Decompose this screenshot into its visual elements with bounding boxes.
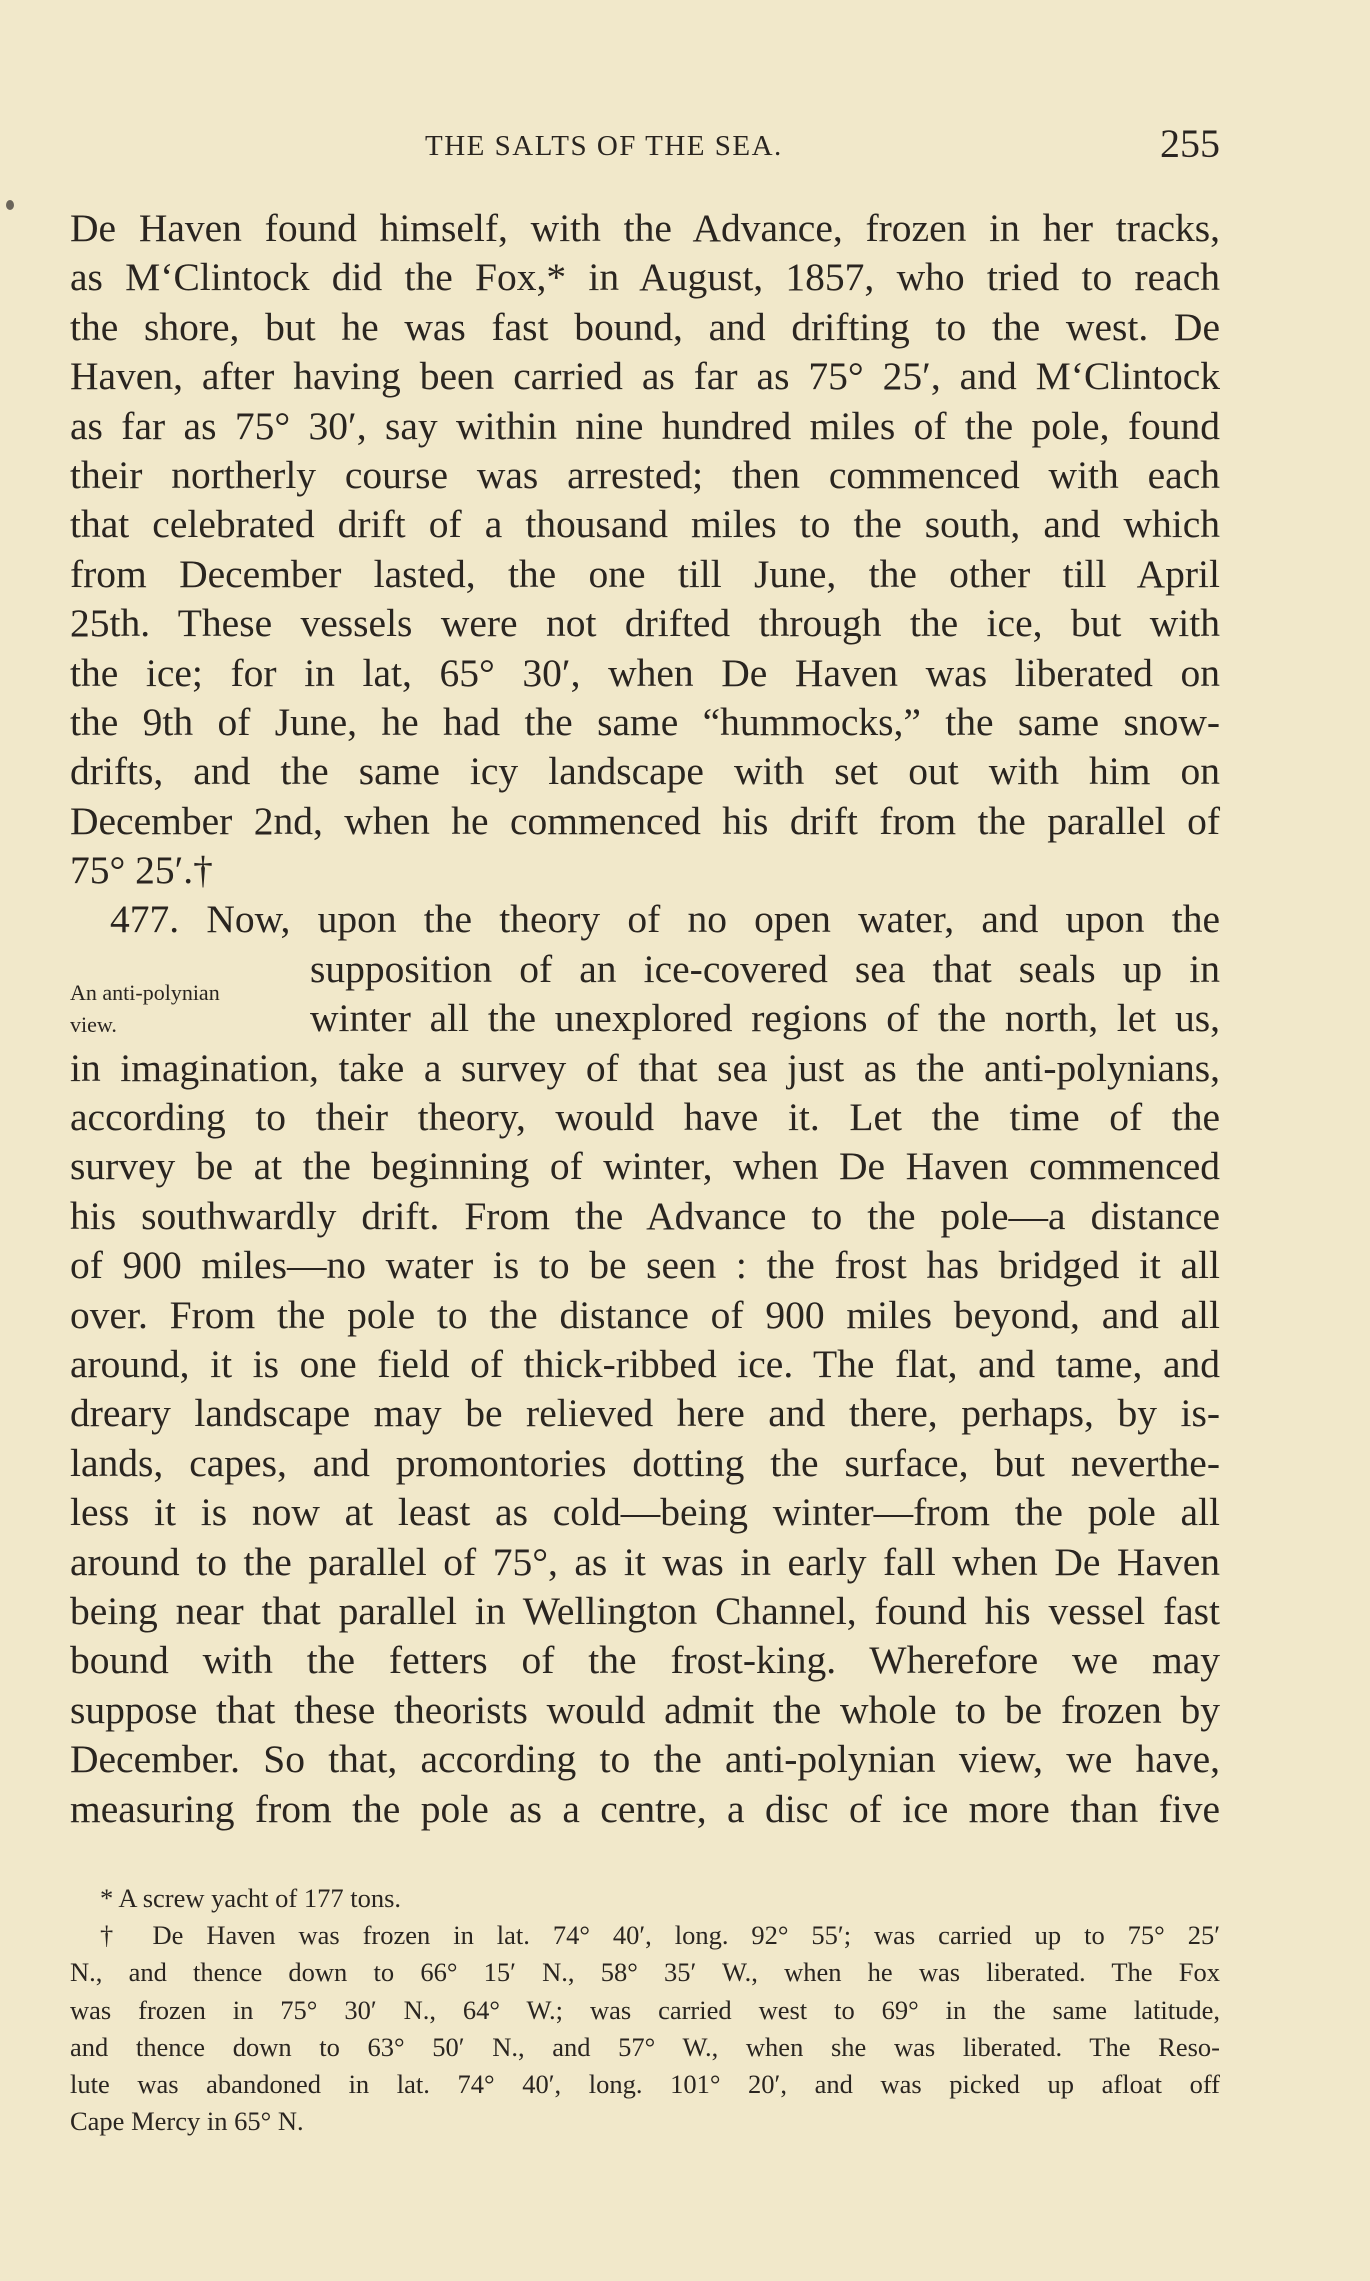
body-line: in imagination, take a survey of that sea just as the anti-polynians, [70, 1045, 1220, 1090]
body-line: De Haven found himself, with the Advance, frozen in her tracks, [70, 206, 1220, 250]
body-line: less it is now at least as cold—being winter—from the pole all [70, 1490, 1220, 1535]
body-line: of 900 miles—no water is to be seen : the frost has bridged it all [70, 1243, 1220, 1288]
body-line: 25th. These vessels were not drifted through the ice, but with [70, 601, 1220, 646]
running-head-title: THE SALTS OF THE SEA. [425, 130, 783, 162]
footnote-line: Cape Mercy in 65° N. [70, 2106, 304, 2137]
body-line: December 2nd, when he commenced his drift from the parallel of [70, 798, 1220, 843]
body-line: that celebrated drift of a thousand miles to the south, and which [70, 502, 1220, 547]
footnote-line: lute was abandoned in lat. 74° 40′, long. 101° 20′, and was picked up afloat off [70, 2069, 1220, 2100]
body-line: according to their theory, would have it. Let the time of the [70, 1095, 1220, 1140]
body-line: around, it is one field of thick-ribbed ice. The flat, and tame, and [70, 1341, 1220, 1386]
footnote-line: * A screw yacht of 177 tons. [100, 1883, 402, 1913]
body-line: around to the parallel of 75°, as it was in early fall when De Haven [70, 1539, 1220, 1584]
body-line: dreary landscape may be relieved here and there, perhaps, by is- [70, 1391, 1220, 1436]
paragraph-start-line: 477. Now, upon the theory of no open water, and upon the [110, 897, 1220, 942]
body-line: as far as 75° 30′, say within nine hundred miles of the pole, found [70, 403, 1220, 448]
body-line: Haven, after having been carried as far as 75° 25′, and M‘Clintock [70, 354, 1220, 399]
body-line: bound with the fetters of the frost-king. Wherefore we may [70, 1638, 1220, 1683]
body-line: winter all the unexplored regions of the north, let us, [310, 996, 1220, 1041]
body-line: measuring from the pole as a centre, a disc of ice more than five [70, 1786, 1220, 1831]
body-line: as M‘Clintock did the Fox,* in August, 1857, who tried to reach [70, 255, 1220, 300]
margin-note-line: An anti-polynian [70, 980, 220, 1005]
page-number: 255 [1160, 121, 1220, 166]
body-line: over. From the pole to the distance of 900 miles beyond, and all [70, 1292, 1220, 1337]
page-speck [6, 200, 14, 210]
body-line: the 9th of June, he had the same “hummocks,” the same snow- [70, 699, 1220, 744]
body-line: his southwardly drift. From the Advance to the pole—a distance [70, 1193, 1220, 1238]
footnote-line: and thence down to 63° 50′ N., and 57° W., when she was liberated. The Reso- [70, 2031, 1220, 2062]
footnote-line: † De Haven was frozen in lat. 74° 40′, long. 92° 55′; was carried up to 75° 25′ [100, 1920, 1220, 1951]
body-line: drifts, and the same icy landscape with set out with him on [70, 749, 1220, 794]
footnotes [70, 1880, 1220, 2140]
margin-note-line: view. [70, 1012, 117, 1037]
body-line: supposition of an ice-covered sea that seals up in [310, 946, 1220, 991]
footnote-line: was frozen in 75° 30′ N., 64° W.; was carried west to 69° in the same latitude, [70, 1994, 1220, 2025]
body-line: 75° 25′.† [70, 848, 213, 893]
body-line: survey be at the beginning of winter, when De Haven commenced [70, 1144, 1220, 1189]
body-line: their northerly course was arrested; then commenced with each [70, 452, 1220, 497]
body-line: December. So that, according to the anti-polynian view, we have, [70, 1737, 1220, 1782]
footnote-line: N., and thence down to 66° 15′ N., 58° 35′ W., when he was liberated. The Fox [70, 1957, 1220, 1988]
body-line: the shore, but he was fast bound, and drifting to the west. De [70, 304, 1220, 349]
running-head [70, 118, 1220, 168]
body-line: suppose that these theorists would admit the whole to be frozen by [70, 1687, 1220, 1732]
body-text [70, 204, 1220, 1834]
body-line: the ice; for in lat, 65° 30′, when De Haven was liberated on [70, 650, 1220, 695]
body-line: from December lasted, the one till June, the other till April [70, 551, 1220, 596]
body-line: being near that parallel in Wellington Channel, found his vessel fast [70, 1588, 1220, 1633]
body-line: lands, capes, and promontories dotting the surface, but neverthe- [70, 1440, 1220, 1485]
